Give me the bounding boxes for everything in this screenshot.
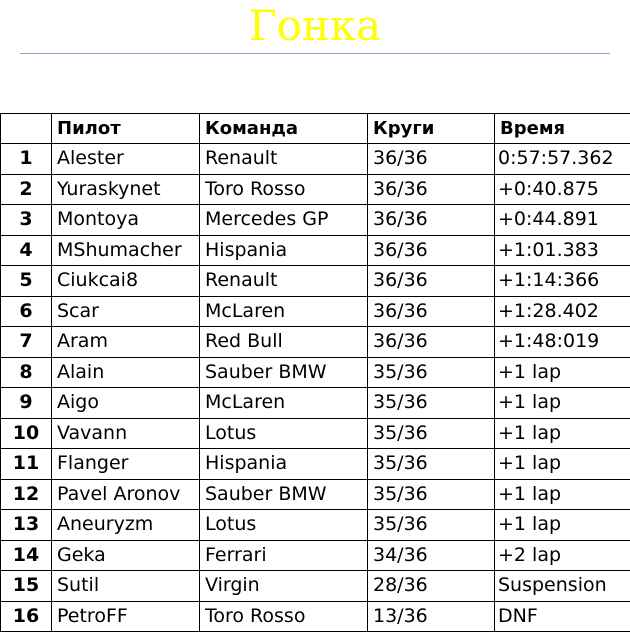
cell-team: Toro Rosso: [200, 601, 368, 632]
cell-laps: 36/36: [368, 266, 495, 297]
cell-team: McLaren: [200, 388, 368, 419]
cell-driver: Aram: [52, 327, 200, 358]
cell-position: 13: [1, 510, 52, 541]
cell-laps: 35/36: [368, 418, 495, 449]
cell-team: Lotus: [200, 418, 368, 449]
cell-position: 12: [1, 479, 52, 510]
cell-driver: Geka: [52, 540, 200, 571]
results-table: [0, 113, 630, 632]
table-row: [1, 571, 630, 602]
cell-team: Red Bull: [200, 327, 368, 358]
cell-driver: Aneuryzm: [52, 510, 200, 541]
header-row: [1, 114, 630, 144]
header-driver: Пилот: [52, 114, 200, 144]
cell-team: Sauber BMW: [200, 357, 368, 388]
cell-driver: Ciukcai8: [52, 266, 200, 297]
cell-laps: 34/36: [368, 540, 495, 571]
cell-laps: 36/36: [368, 144, 495, 175]
table-row: [1, 601, 630, 632]
cell-team: Renault: [200, 266, 368, 297]
cell-team: Sauber BMW: [200, 479, 368, 510]
table-row: [1, 357, 630, 388]
cell-time: +2 lap: [495, 540, 630, 571]
header-laps: Круги: [368, 114, 495, 144]
table-row: [1, 235, 630, 266]
cell-driver: Alain: [52, 357, 200, 388]
cell-team: Virgin: [200, 571, 368, 602]
cell-position: 6: [1, 296, 52, 327]
cell-time: +1 lap: [495, 357, 630, 388]
table-row: [1, 510, 630, 541]
cell-driver: Sutil: [52, 571, 200, 602]
cell-driver: Alester: [52, 144, 200, 175]
cell-time: DNF: [495, 601, 630, 632]
cell-position: 5: [1, 266, 52, 297]
page-title: Гонка: [248, 1, 382, 50]
cell-team: Mercedes GP: [200, 205, 368, 236]
header-team: Команда: [200, 114, 368, 144]
header-time: Время: [495, 114, 630, 144]
table-row: [1, 266, 630, 297]
cell-laps: 35/36: [368, 510, 495, 541]
table-row: [1, 479, 630, 510]
cell-time: +1:01.383: [495, 235, 630, 266]
cell-driver: Vavann: [52, 418, 200, 449]
cell-position: 9: [1, 388, 52, 419]
cell-position: 3: [1, 205, 52, 236]
table-row: [1, 540, 630, 571]
cell-team: Hispania: [200, 449, 368, 480]
cell-time: +1:48:019: [495, 327, 630, 358]
cell-team: Renault: [200, 144, 368, 175]
table-row: [1, 388, 630, 419]
cell-team: Lotus: [200, 510, 368, 541]
table-row: [1, 296, 630, 327]
table-row: [1, 144, 630, 175]
cell-team: McLaren: [200, 296, 368, 327]
cell-position: 2: [1, 174, 52, 205]
cell-position: 14: [1, 540, 52, 571]
table-row: [1, 327, 630, 358]
cell-laps: 35/36: [368, 449, 495, 480]
cell-time: +0:44.891: [495, 205, 630, 236]
cell-team: Ferrari: [200, 540, 368, 571]
cell-time: +1 lap: [495, 510, 630, 541]
cell-laps: 36/36: [368, 327, 495, 358]
cell-time: +1 lap: [495, 479, 630, 510]
cell-time: +1 lap: [495, 388, 630, 419]
cell-driver: Montoya: [52, 205, 200, 236]
cell-position: 16: [1, 601, 52, 632]
cell-time: Suspension: [495, 571, 630, 602]
table-row: [1, 174, 630, 205]
cell-laps: 35/36: [368, 388, 495, 419]
cell-position: 1: [1, 144, 52, 175]
cell-driver: MShumacher: [52, 235, 200, 266]
header-position: [1, 114, 52, 144]
cell-position: 11: [1, 449, 52, 480]
table-row: [1, 418, 630, 449]
cell-time: +1 lap: [495, 449, 630, 480]
cell-team: Toro Rosso: [200, 174, 368, 205]
cell-team: Hispania: [200, 235, 368, 266]
cell-driver: PetroFF: [52, 601, 200, 632]
cell-time: +1:28.402: [495, 296, 630, 327]
cell-driver: Flanger: [52, 449, 200, 480]
cell-laps: 28/36: [368, 571, 495, 602]
cell-time: 0:57:57.362: [495, 144, 630, 175]
cell-driver: Scar: [52, 296, 200, 327]
cell-position: 4: [1, 235, 52, 266]
cell-laps: 36/36: [368, 174, 495, 205]
cell-laps: 36/36: [368, 235, 495, 266]
table-row: [1, 449, 630, 480]
cell-driver: Aigo: [52, 388, 200, 419]
cell-position: 10: [1, 418, 52, 449]
cell-laps: 35/36: [368, 357, 495, 388]
cell-laps: 36/36: [368, 205, 495, 236]
cell-time: +1:14:366: [495, 266, 630, 297]
cell-driver: Pavel Aronov: [52, 479, 200, 510]
cell-laps: 36/36: [368, 296, 495, 327]
cell-laps: 13/36: [368, 601, 495, 632]
cell-position: 8: [1, 357, 52, 388]
cell-position: 7: [1, 327, 52, 358]
title-divider: [20, 53, 610, 54]
results-body: [1, 144, 630, 632]
table-row: [1, 205, 630, 236]
cell-time: +0:40.875: [495, 174, 630, 205]
cell-position: 15: [1, 571, 52, 602]
cell-time: +1 lap: [495, 418, 630, 449]
cell-laps: 35/36: [368, 479, 495, 510]
cell-driver: Yuraskynet: [52, 174, 200, 205]
